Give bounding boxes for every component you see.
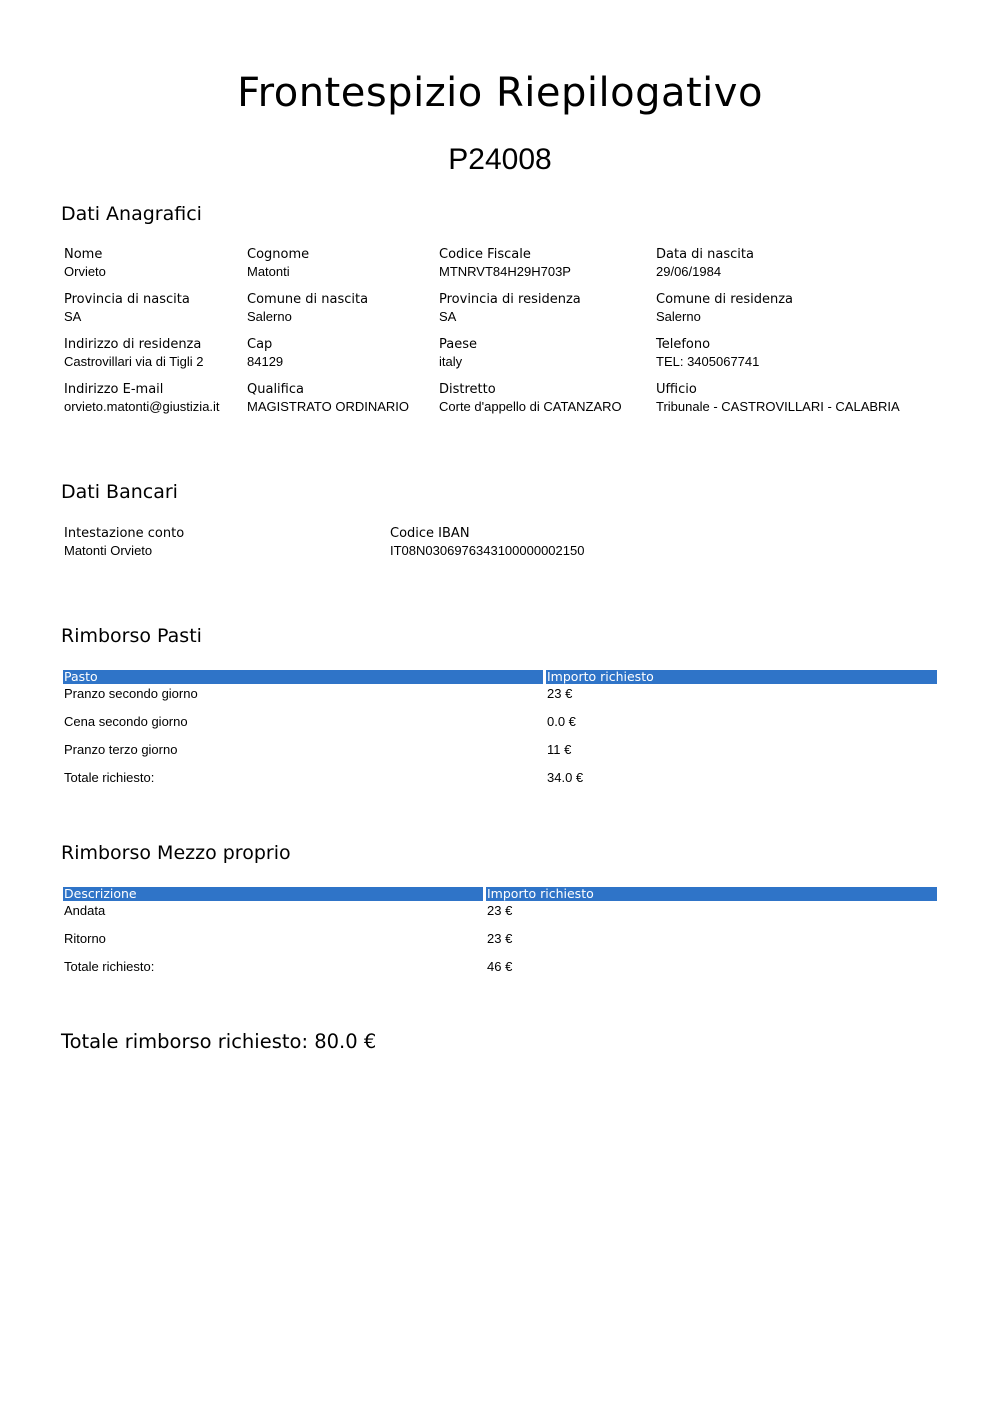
cell-descrizione: Ritorno (64, 931, 106, 946)
cell-pasto: Totale richiesto: (64, 770, 155, 785)
table-row (63, 929, 937, 957)
field-indirizzo-residenza (64, 336, 203, 370)
field-value: Matonti (247, 264, 290, 279)
field-label: Comune di nascita (247, 292, 369, 307)
totale-rimborso: Totale rimborso richiesto: 80.0 € (61, 1030, 377, 1053)
cell-importo: 23 € (487, 931, 513, 946)
field-nome (64, 246, 106, 280)
field-telefono (656, 336, 759, 370)
field-comune-nascita (247, 291, 368, 325)
field-paese (439, 336, 477, 370)
field-value: italy (439, 354, 463, 369)
field-value: orvieto.matonti@giustizia.it (64, 399, 220, 414)
field-codice-iban (390, 525, 584, 559)
field-ufficio (656, 381, 900, 415)
field-label: Provincia di nascita (64, 292, 190, 307)
field-value: Orvieto (64, 264, 106, 279)
field-codice-fiscale (439, 246, 571, 280)
field-label: Indirizzo di residenza (64, 337, 202, 352)
field-value: Castrovillari via di Tigli 2 (64, 354, 204, 369)
cell-pasto: Pranzo terzo giorno (64, 742, 178, 757)
field-label: Telefono (656, 337, 711, 352)
field-label: Provincia di residenza (439, 292, 581, 307)
field-value: SA (439, 309, 457, 324)
cell-importo: 34.0 € (547, 770, 584, 785)
field-label: Intestazione conto (64, 526, 185, 541)
column-header-importo: Importo richiesto (546, 670, 937, 684)
document-title: Frontespizio Riepilogativo (237, 70, 763, 116)
field-label: Ufficio (656, 382, 697, 397)
field-provincia-nascita (64, 291, 190, 325)
cell-importo: 0.0 € (547, 714, 576, 729)
field-label: Qualifica (247, 382, 304, 397)
table-row-total (63, 957, 937, 985)
field-label: Distretto (439, 382, 496, 397)
field-qualifica (247, 381, 409, 415)
field-value: SA (64, 309, 82, 324)
table-row (63, 712, 937, 740)
cell-descrizione: Totale richiesto: (64, 959, 155, 974)
cell-importo: 46 € (487, 959, 513, 974)
field-label: Codice Fiscale (439, 247, 531, 262)
field-label: Codice IBAN (390, 526, 470, 541)
document-code: P24008 (448, 143, 552, 176)
column-header-descrizione: Descrizione (63, 887, 483, 901)
cell-pasto: Cena secondo giorno (64, 714, 188, 729)
cell-importo: 23 € (487, 903, 513, 918)
field-cognome (247, 246, 309, 280)
field-label: Cognome (247, 247, 310, 262)
field-value: MTNRVT84H29H703P (439, 264, 571, 279)
field-value: IT08N0306976343100000002150 (390, 543, 585, 558)
table-header (63, 670, 937, 684)
column-header-importo: Importo richiesto (486, 887, 937, 901)
field-label: Indirizzo E-mail (64, 382, 164, 397)
field-comune-residenza (656, 291, 793, 325)
field-value: MAGISTRATO ORDINARIO (247, 399, 410, 414)
table-row (63, 901, 937, 929)
cell-descrizione: Andata (64, 903, 106, 918)
cell-importo: 23 € (547, 686, 573, 701)
mezzo-heading: Rimborso Mezzo proprio (61, 842, 291, 864)
field-value: 29/06/1984 (656, 264, 722, 279)
field-value: Matonti Orvieto (64, 543, 153, 558)
field-value: Tribunale - CASTROVILLARI - CALABRIA (656, 399, 900, 414)
field-value: Corte d'appello di CATANZARO (439, 399, 622, 414)
field-value: Salerno (656, 309, 701, 324)
pasti-table (63, 670, 937, 796)
field-intestazione-conto (64, 525, 184, 559)
table-header (63, 887, 937, 901)
field-label: Cap (247, 337, 273, 352)
table-row (63, 684, 937, 712)
field-value: 84129 (247, 354, 284, 369)
table-row (63, 740, 937, 768)
field-data-nascita (656, 246, 754, 280)
cell-pasto: Pranzo secondo giorno (64, 686, 198, 701)
field-distretto (439, 381, 622, 415)
column-header-pasto: Pasto (63, 670, 543, 684)
table-row-total (63, 768, 937, 796)
mezzo-table (63, 887, 937, 985)
anagrafici-heading: Dati Anagrafici (61, 203, 202, 225)
field-cap (247, 336, 283, 370)
cell-importo: 11 € (547, 742, 572, 757)
field-label: Nome (64, 247, 103, 262)
field-value: Salerno (247, 309, 292, 324)
field-email (64, 381, 220, 415)
field-value: TEL: 3405067741 (656, 354, 760, 369)
field-label: Comune di residenza (656, 292, 794, 307)
field-label: Paese (439, 337, 477, 352)
pasti-heading: Rimborso Pasti (61, 625, 202, 647)
field-provincia-residenza (439, 291, 581, 325)
field-label: Data di nascita (656, 247, 754, 262)
bancari-heading: Dati Bancari (61, 481, 178, 503)
